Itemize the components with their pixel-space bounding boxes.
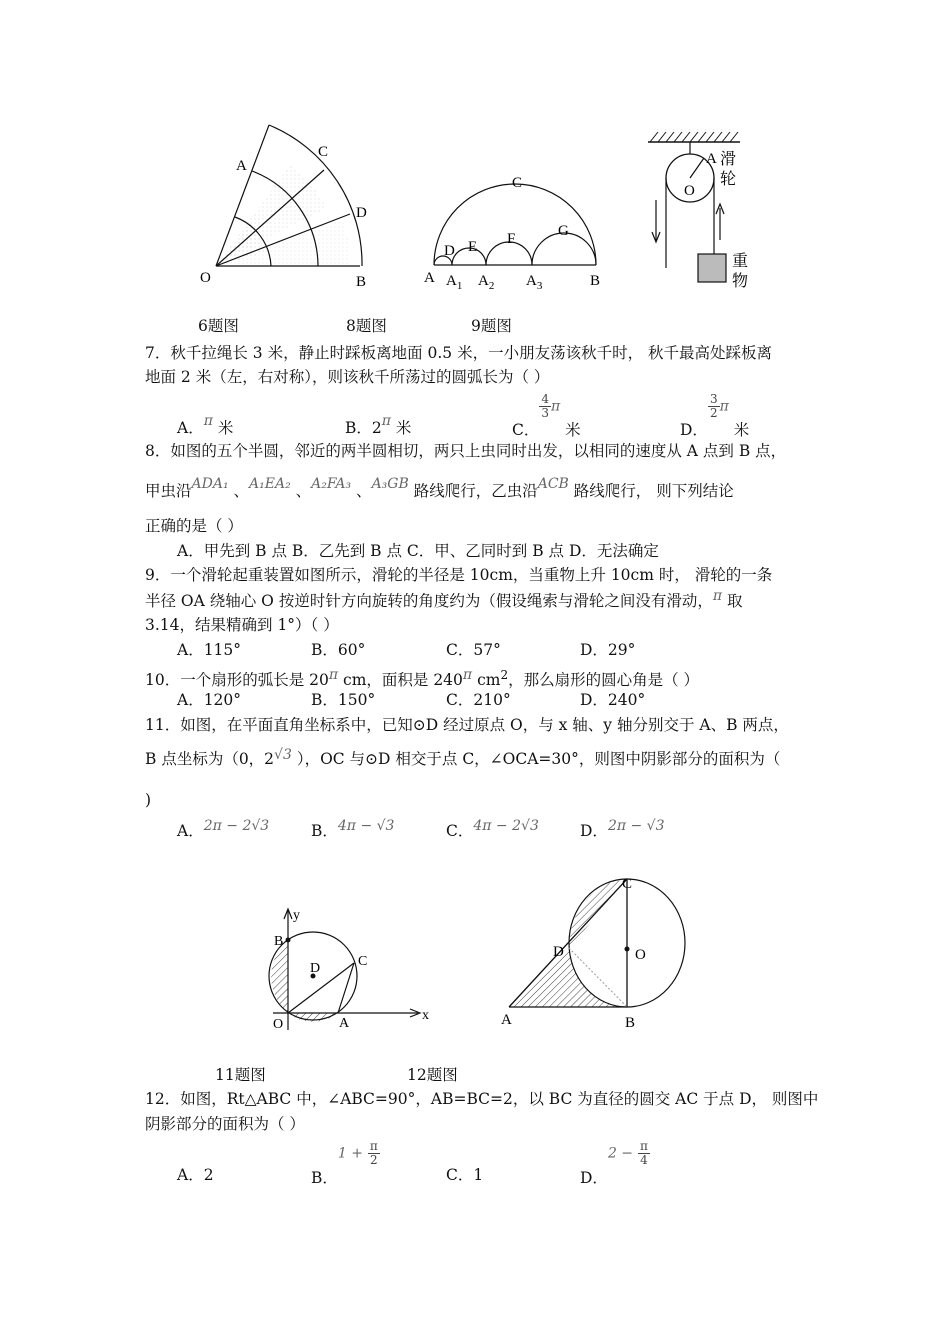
q8-arc-a1ea2: A₁EA₂ — [249, 476, 291, 492]
fig8-label-a3: $A_3$ — [526, 273, 543, 292]
q8-line3: 正确的是（ ） — [145, 517, 243, 535]
fig8-label-d: D — [444, 243, 455, 259]
q10-option-b: B．150° — [311, 691, 376, 709]
q9-line3: 3.14，结果精确到 1°）（ ） — [145, 616, 339, 634]
figure-8-semicircles — [420, 165, 610, 295]
fig11-label-x: x — [422, 1008, 429, 1023]
fig12-label-d: D — [553, 944, 564, 960]
fig8-label-a: A — [424, 270, 435, 286]
fig9-label-o: O — [684, 183, 695, 199]
figure-11-coordinate-circle — [258, 905, 448, 1035]
q9-option-d: D．29° — [580, 641, 636, 659]
q11-line3: ) — [145, 791, 152, 809]
fig6-label-b: B — [356, 274, 367, 290]
q11-option-a: A．2π − 2√3 — [177, 818, 270, 840]
q10-option-c: C．210° — [446, 691, 511, 709]
q10-option-a: A．120° — [177, 691, 242, 709]
q9-option-b: B．60° — [311, 641, 366, 659]
fig11-label-c: C — [358, 954, 368, 969]
fig8-label-a2: $A_2$ — [478, 273, 495, 292]
fig11-label-y: y — [293, 908, 300, 923]
q8-line1: 8．如图的五个半圆，邻近的两半圆相切，两只上虫同时出发，以相同的速度从 A 点到 B 点， — [145, 442, 787, 460]
q10-line1: 10．一个扇形的弧长是 20π cm，面积是 240π $cm^2$，那么扇形的圆心角是（ ） — [145, 667, 700, 690]
q7-option-c: C． $\frac{4}{3}$ π 米 — [512, 392, 581, 439]
caption-fig8: 8题图 — [346, 317, 387, 335]
q12-option-c: C．1 — [446, 1166, 484, 1184]
fig12-label-c: C — [622, 876, 633, 892]
q9-option-c: C．57° — [446, 641, 501, 659]
fig11-label-a: A — [339, 1016, 350, 1031]
fig9-label-a: A — [706, 151, 717, 167]
q8-arc-ada1: ADA₁ — [191, 476, 229, 492]
q7-option-d: D． $\frac{3}{2}$ π 米 — [680, 392, 750, 439]
q7-line1: 7．秋千拉绳长 3 米，静止时踩板离地面 0.5 米，一小朋友荡该秋千时， 秋千最高处踩板离 — [145, 344, 773, 362]
figure-9-pulley — [640, 128, 760, 293]
fig6-label-o: O — [200, 270, 211, 286]
caption-fig11: 11题图 — [215, 1066, 266, 1084]
fig8-label-e: E — [468, 239, 478, 255]
fig12-label-a: A — [501, 1012, 512, 1028]
fig9-label-zhong: 重 — [732, 253, 749, 270]
q9-line2: 半径 OA 绕轴心 O 按逆时针方向旋转的角度约为（假设绳索与滑轮之间没有滑动，π 取 — [145, 588, 743, 610]
q10-option-d: D．240° — [580, 691, 646, 709]
caption-fig9: 9题图 — [471, 317, 512, 335]
q12-line1: 12．如图，Rt△ABC 中，∠ABC=90°，AB=BC=2，以 BC 为直径的圆交 AC 于点 D， 则图中 — [145, 1090, 819, 1108]
q9-line1: 9．一个滑轮起重装置如图所示，滑轮的半径是 10cm，当重物上升 10cm 时， 滑轮的一条 — [145, 566, 773, 584]
q11-option-c: C．4π − 2√3 — [446, 818, 539, 840]
fig9-label-wu: 物 — [732, 273, 749, 290]
fig8-label-a1: $A_1$ — [446, 273, 463, 292]
fig11-label-d: D — [310, 961, 321, 976]
q8-arc-a2fa3: A₂FA₃ — [311, 476, 352, 492]
fig8-label-f: F — [507, 231, 516, 247]
fig12-label-o: O — [635, 947, 646, 963]
fig9-label-lun: 轮 — [720, 171, 737, 188]
fig12-label-b: B — [625, 1015, 636, 1031]
caption-fig6: 6题图 — [198, 317, 239, 335]
q12-option-d: D．2 − $\frac{\pi}{4}$ — [580, 1139, 648, 1187]
q8-options: A．甲先到 B 点 B．乙先到 B 点 C．甲、乙同时到 B 点 D．无法确定 — [177, 542, 659, 560]
fig9-label-hua: 滑 — [720, 151, 737, 168]
q11-option-b: B．4π − √3 — [311, 818, 395, 840]
q11-line2: B 点坐标为（0，2√3 ），OC 与⊙D 相交于点 C，∠OCA=30°，则图中阴影部分的面积为（ — [145, 747, 781, 768]
fig8-label-c: C — [512, 175, 523, 191]
q12-option-a: A．2 — [177, 1166, 214, 1184]
q7-option-b: B．2π 米 — [345, 413, 412, 437]
fig8-label-b: B — [590, 273, 601, 289]
fig6-label-c: C — [318, 144, 329, 160]
q12-option-b: B．1 + $\frac{\pi}{2}$ — [311, 1139, 378, 1187]
q8-arc-a3gb: A₃GB — [371, 476, 409, 492]
fig8-label-g: G — [558, 223, 569, 239]
q7-line2: 地面 2 米（左，右对称），则该秋千所荡过的圆弧长为（ ） — [145, 368, 550, 386]
fig6-label-a: A — [236, 158, 247, 174]
q11-option-d: D．2π − √3 — [580, 818, 665, 840]
fig11-label-o: O — [273, 1017, 284, 1032]
q9-option-a: A．115° — [177, 641, 242, 659]
q8-line2: 甲虫沿ADA₁ 、A₁EA₂ 、A₂FA₃ 、A₃GB 路线爬行，乙虫沿ACB 路线爬行， 则下列结论 — [145, 476, 734, 500]
q8-arc-acb: ACB — [537, 476, 569, 492]
q7-option-a: A．π 米 — [177, 413, 234, 437]
figure-6-sector — [190, 118, 380, 293]
q12-line2: 阴影部分的面积为（ ） — [145, 1115, 305, 1133]
q11-line1: 11．如图，在平面直角坐标系中，已知⊙D 经过原点 O，与 x 轴、y 轴分别交于 A、B 两点， — [145, 716, 789, 734]
fig11-label-b: B — [274, 934, 284, 949]
figure-12-triangle-circle — [495, 870, 695, 1035]
caption-fig12: 12题图 — [407, 1066, 458, 1084]
fig6-label-d: D — [356, 205, 367, 221]
